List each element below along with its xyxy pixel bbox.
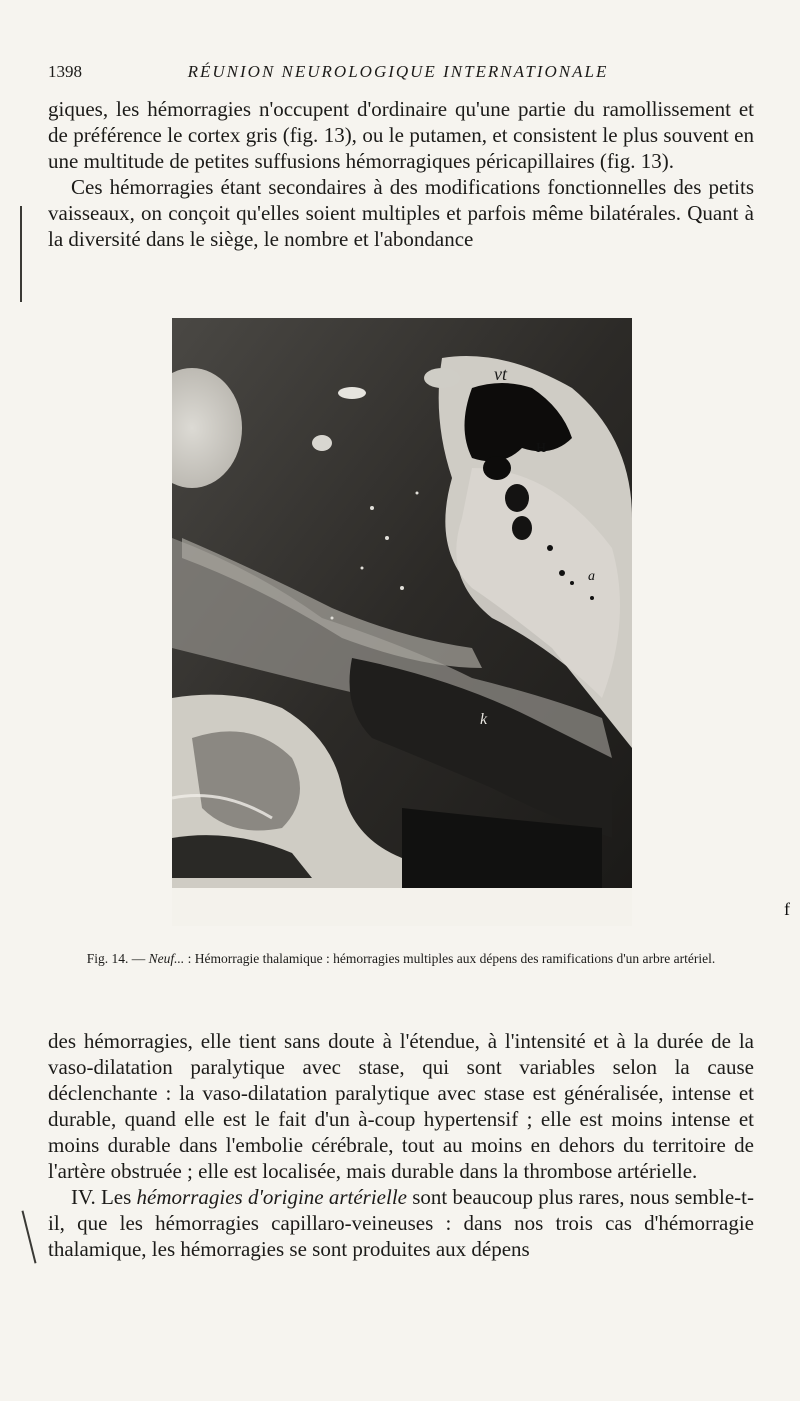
margin-rule-top xyxy=(20,206,22,302)
margin-rule-bottom xyxy=(21,1211,36,1264)
paragraph-iv xyxy=(48,1184,754,1262)
label-k: k xyxy=(480,711,488,728)
paragraph: Ces hémorragies étant secondaires à des modifications fonctionnelles des petits vaisseaux, on conçoit qu'elles soient multiples et parfois même bilatérales. Quant à la diversité dans le siège, le nombre et l'abondance xyxy=(48,175,754,251)
label-vt: vt xyxy=(494,364,507,384)
paragraph: des hémorragies, elle tient sans doute à l'étendue, à l'intensité et à la durée de la vaso-dilatation paralytique avec stase, qui sont variables selon la cause déclenchante : la vaso-dilatation paralytique avec stase est généralisée, intense et durable, quand elle est le fait d'un à-coup hypertensif ; elle est moins intense et moins durable dans l'embolie cérébrale, tout au moins en dehors du territoire de l'artère obstruée ; elle est localisée, mais durable dans la thrombose artérielle. xyxy=(48,1029,754,1183)
caption-name: Neuf... xyxy=(148,951,185,966)
paragraph-continuation: sont beaucoup plus rares, nous semble-t-il, que les hémorragies capillaro-veineuses : dans nos trois cas d'hémorragie thalamique, les hémorragies se sont produites aux dépens xyxy=(48,1185,755,1261)
caption-prefix: Fig. 14. — xyxy=(86,951,146,966)
figure-caption xyxy=(48,950,754,967)
page-number: 1398 xyxy=(48,62,82,81)
body-text-bottom xyxy=(48,1028,754,1262)
caption-text: : Hémorragie thalamique : hémorragies multiples aux dépens des ramifications d'un arbre artériel. xyxy=(187,951,716,966)
micrograph-image xyxy=(172,318,632,926)
label-f: f xyxy=(784,899,790,919)
running-title: RÉUNION NEUROLOGIQUE INTERNATIONALE xyxy=(187,62,609,81)
paragraph: giques, les hémorragies n'occupent d'ordinaire qu'une partie du ramollissement et de préférence le cortex gris (fig. 13), ou le putamen, et consistent le plus souvent en une multitude de petites suffusions hémorragiques péricapillaires (fig. 13). xyxy=(48,97,754,173)
running-header xyxy=(48,62,748,86)
body-text-top xyxy=(48,96,754,252)
italic-phrase: hémorragies d'origine artérielle xyxy=(136,1185,407,1209)
label-h: H xyxy=(536,441,547,456)
section-number: IV. Les xyxy=(71,1185,132,1209)
label-a: a xyxy=(588,569,595,584)
figure-thalamic-section xyxy=(172,318,632,926)
